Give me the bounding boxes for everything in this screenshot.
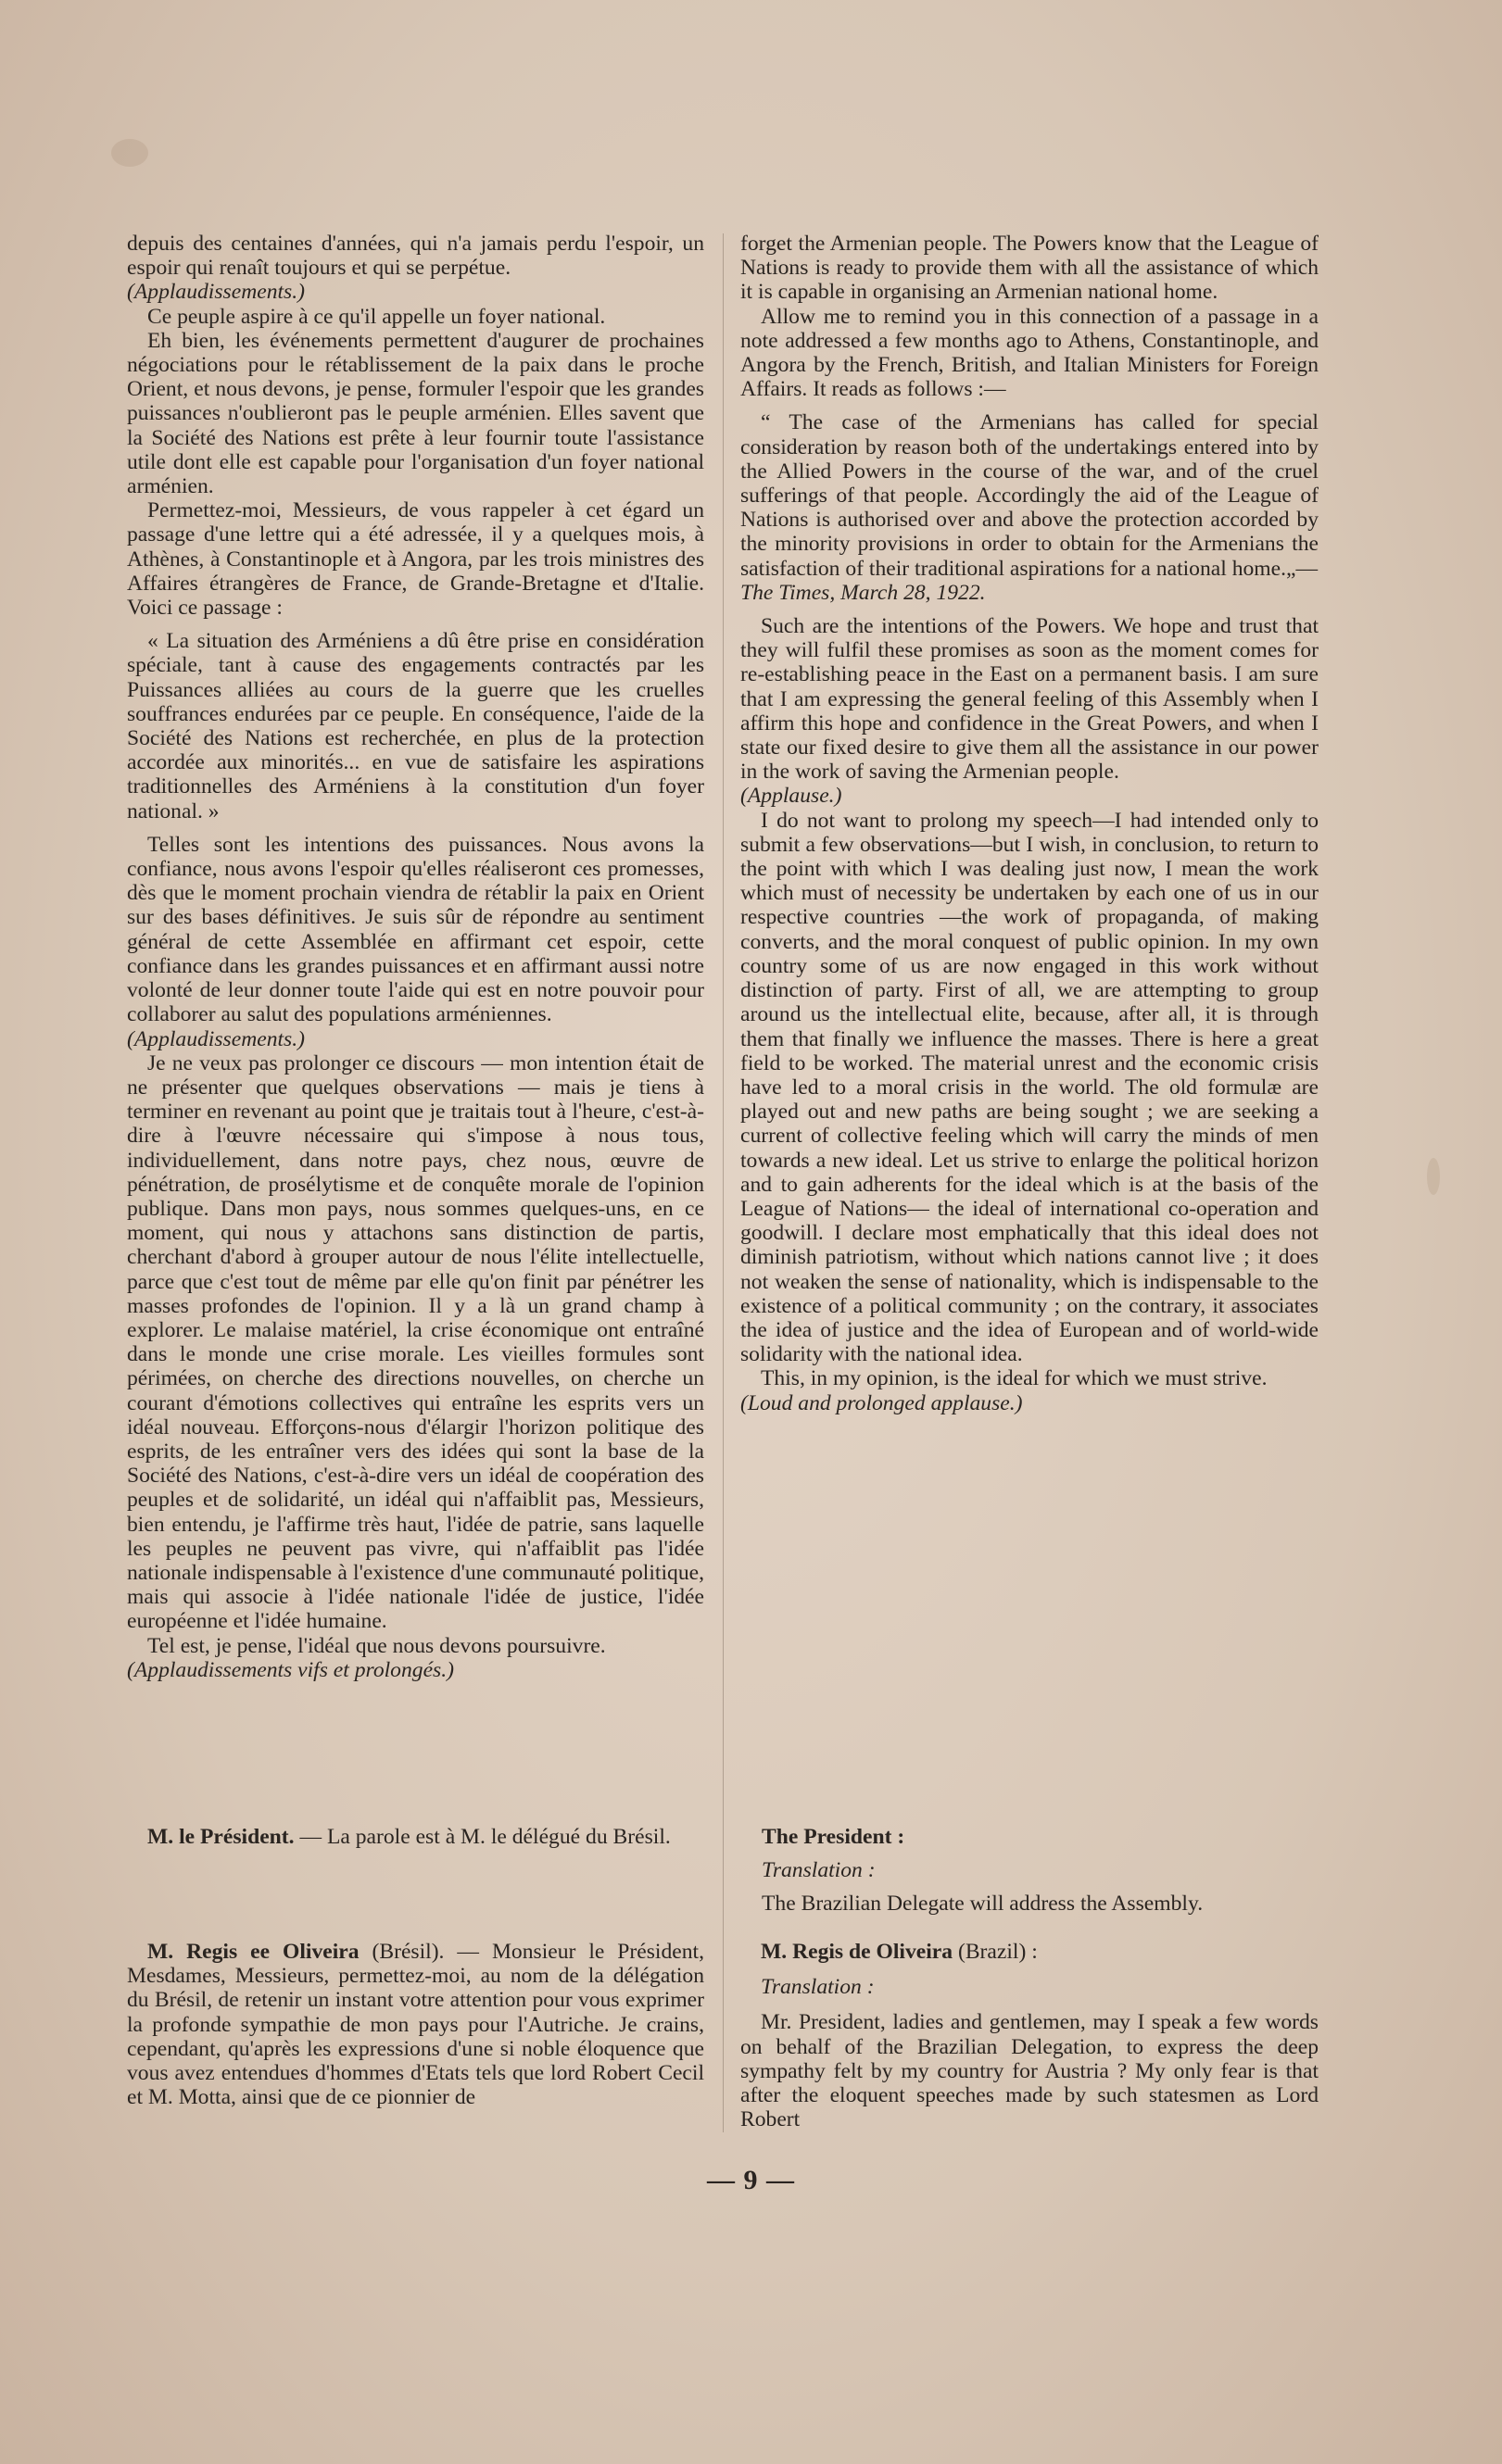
paper-stain: [1427, 1158, 1440, 1195]
applause-note: (Applause.): [740, 784, 842, 809]
speaker-country: (Brazil) :: [953, 1940, 1038, 1964]
paragraph: This, in my opinion, is the ideal for which we must strive.: [761, 1366, 1268, 1391]
quotation: « La situation des Arméniens a dû être prise en considération spéciale, tant à cause des engagements contractés par les Puissances alliées au cours de la guerre que les cruelles souffrances endurées par ce peuple. En conséquence, l'aide de la Société des Nations est recherchée, en plus de la protection accordée aux minorités... en vue de satisfaire les aspirations traditionnelles des Arméniens à la constitution d'un foyer national. »: [127, 629, 704, 823]
quotation: “ The case of the Armenians has called for special consideration by reason both of the undertakings entered into by the Allied Powers in the course of the war, and of the cruel sufferings of that people. Accordingly the aid of the League of Nations is authorised over and above the protection accorded by the minority provisions in order to obtain for the Armenians the satisfaction of their traditional aspirations for a national home.„—: [740, 410, 1319, 581]
paragraph: Je ne veux pas prolonger ce discours — mon intention était de ne présenter que quelques observations — mais je tiens à terminer en revenant au point que je traitais tout à l'heure, c'est-à-dire à l'œuvre nécessaire qui s'impose à nous tous, individuellement, dans notre pays, chez nous, œuvre de pénétration, de prosélytisme et de conquête morale de l'opinion publique. Dans mon pays, nous sommes quelques-uns, en ce moment, qui nous y attachons sans distinction de partis, cherchant d'abord à grouper autour de nous l'élite intellectuelle, parce que c'est tout de même par elle qu'on finit par pénétrer les masses profondes de l'opinion. Il y a là un grand champ à explorer. Le malaise matériel, la crise économique ont entraîné dans le monde une crise morale. Les vieilles formules sont périmées, on cherche des directions nouvelles, on cherche un courant d'émotions collectives qui entraîne les esprits vers un idéal nouveau. Efforçons-nous d'élargir l'horizon politique des esprits, de les entraîner vers des idées qui sont la base de la Société des Nations, c'est-à-dire vers un idéal de coopération des peuples et de solidarité, un idéal qui n'affaiblit pas, Messieurs, bien entendu, je l'affirme très haut, l'idée de patrie, sans laquelle les peuples ne peuvent pas vivre, qui n'affaiblit pas l'idée nationale indispensable à l'existence d'une communauté politique, mais qui associe à l'idée nationale l'idée de justice, l'idée européenne et l'idée humaine.: [127, 1050, 704, 1634]
speaker-country: (Brésil).: [359, 1940, 445, 1964]
paragraph: Permettez-moi, Messieurs, de vous rappeler à cet égard un passage d'une lettre qui a été adressée, il y a quelques mois, à Athènes, à Constantinople et à Angora, par les trois ministres des Affaires étrangères de France, de Grande-Bretagne et d'Italie. Voici ce passage :: [127, 498, 704, 621]
applause-text: (Loud and prolonged applause.): [740, 1390, 1023, 1415]
french-column: [127, 232, 704, 1682]
paragraph: Telles sont les intentions des puissances. Nous avons la confiance, nous avons l'espoir qu'elles réaliseront ces promesses, dès que le moment prochain viendra de rétablir la paix en Orient sur des bases définitives. Je suis sûr de répondre au sentiment général de cette Assemblée en affirmant cet espoir, cette confiance dans les grandes puissances et en affirmant aussi notre volonté de leur donner toute l'aide qui est en notre pouvoir pour collaborer au salut des populations arméniennes.: [127, 832, 704, 1027]
column-divider: [723, 233, 724, 2132]
speaker-name: M. le Président.: [147, 1825, 295, 1849]
paragraph: I do not want to prolong my speech—I had intended only to submit a few observations—but I wish, in conclusion, to return to the point with which I was dealing just now, I mean the work which must of necessity be undertaken by each one of us in our respective countries —the work of propaganda, of making converts, and the moral conquest of public opinion. In my own country some of us are now engaged in this work without distinction of party. First of all, we are attempting to group around us the intellectual elite, because, after all, it is through them that finally we influence the masses. There is here a great field to be worked. The material unrest and the economic crisis have led to a moral crisis in the world. The old formulæ are played out and new paths are being sought ; we are seeking a current of collective feeling which will carry the minds of men towards a new ideal. Let us strive to enlarge the political horizon and to gain adherents for the ideal which is at the basis of the League of Nations— the ideal of international co-operation and goodwill. I declare most emphatically that this ideal does not diminish patriotism, without which nations cannot live ; it does not weaken the sense of nationality, which is indispensable to the existence of a political community ; on the contrary, it associates the idea of justice and the idea of European and of world-wide solidarity with the national idea.: [740, 808, 1319, 1367]
speech-text: The Brazilian Delegate will address the Assembly.: [762, 1892, 1204, 1917]
paragraph: Ce peuple aspire à ce qu'il appelle un foyer national.: [147, 304, 606, 329]
regis-en: [740, 1940, 1319, 2131]
president-en: [762, 1825, 1319, 1917]
paragraph: forget the Armenian people. The Powers know that the League of Nations is ready to provide them with all the assistance of which it is capable in organising an Armenian national home.: [740, 232, 1319, 305]
paper-stain: [111, 139, 148, 167]
speech-text: — La parole est à M. le délégué du Brésil.: [294, 1825, 671, 1849]
paragraph: Such are the intentions of the Powers. We hope and trust that they will fulfil these promises as soon as the moment comes for re-establishing peace in the East on a permanent basis. I am sure that I am expressing the general feeling of this Assembly when I affirm this hope and confidence in the Great Powers, and when I state our fixed desire to give them all the assistance in our power in the work of saving the Armenian people.: [740, 614, 1319, 785]
citation: The Times, March 28, 1922.: [740, 580, 986, 605]
applause-note: (Applaudissements.): [127, 1026, 305, 1051]
regis-fr: [127, 1940, 704, 2109]
paragraph: Tel est, je pense, l'idéal que nous devons poursuivre.: [147, 1633, 606, 1658]
speech-text: — Monsieur le Président, Mesdames, Messieurs, permettez-moi, au nom de la délégation du Brésil, de retenir un instant votre attention pour vous exprimer la profonde sympathie de mon pays pour l'Autriche. Je crains, cependant, qu'après les expressions d'une si noble éloquence que vous avez entendues d'hommes d'Etats tels que lord Robert Cecil et M. Motta, ainsi que de ce pionnier de: [127, 1940, 705, 2110]
paragraph: Allow me to remind you in this connection of a passage in a note addressed a few months ago to Athens, Constantinople, and Angora by the French, British, and Italian Ministers for Foreign Affairs. It reads as follows :—: [740, 304, 1319, 402]
paragraph: Eh bien, les événements permettent d'augurer de prochaines négociations pour le rétablissement de la paix dans le proche Orient, et nous devons, je pense, formuler l'espoir que les grandes puissances n'oublieront pas le peuple arménien. Elles savent que la Société des Nations est prête à leur fournir toute l'assistance utile dont elle est capable pour l'organisation d'un foyer national arménien.: [127, 328, 704, 499]
applause-note: (Applaudissements.): [127, 280, 305, 305]
english-column: [740, 232, 1319, 1415]
speaker-name: The President :: [762, 1825, 905, 1849]
translation-label: Translation :: [762, 1858, 876, 1883]
speaker-name: M. Regis ee Oliveira: [147, 1940, 360, 1964]
translation-label: Translation :: [761, 1975, 875, 2000]
speaker-name: M. Regis de Oliveira: [761, 1940, 953, 1964]
applause-note: (Applaudissements vifs et prolongés.): [127, 1657, 454, 1682]
speech-text: Mr. President, ladies and gentlemen, may I speak a few words on behalf of the Brazilian Delegation, to express the deep sympathy felt by my country for Austria ? My only fear is that after the eloquent speeches made by such statesmen as Lord Robert: [740, 2010, 1319, 2132]
president-fr: [127, 1825, 704, 1849]
applause-note: [740, 1391, 1319, 1415]
page-number: — 9 —: [707, 2165, 795, 2195]
paragraph: depuis des centaines d'années, qui n'a jamais perdu l'espoir, un espoir qui renaît toujours et qui se perpétue.: [127, 232, 704, 281]
